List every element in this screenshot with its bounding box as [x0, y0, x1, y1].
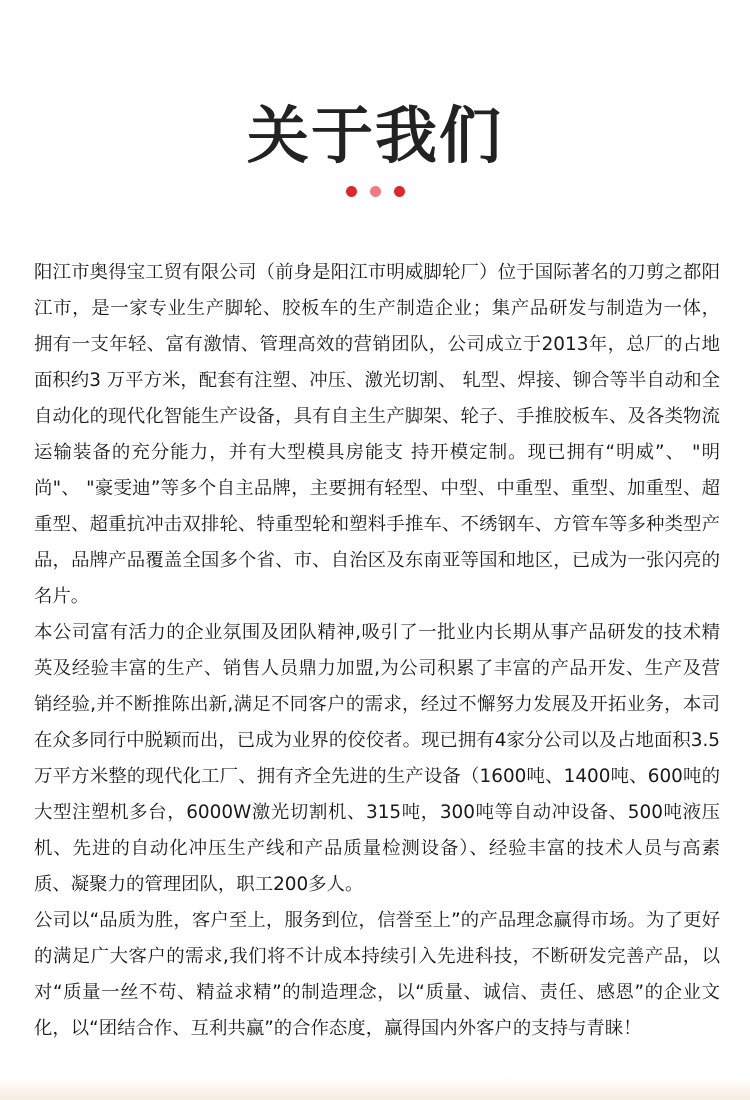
paragraph-philosophy: 公司以“品质为胜，客户至上，服务到位，信誉至上”的产品理念赢得市场。为了更好的满足广大客户的需求,我们将不计成本持续引入先进科技，不断研发完善产品，以对“质量一丝不苟、精益求精”的制造理念，以“质量、诚信、责任、感恩”的企业文化，以“团结合作、互利共赢”的合作态度，赢得国内外客户的支持与青睐！ — [34, 910, 720, 1039]
paragraph-company-intro: 阳江市奥得宝工贸有限公司（前身是阳江市明威脚轮厂）位于国际著名的刀剪之都阳江市，是一家专业生产脚轮、胶板车的生产制造企业；集产品研发与制造为一体， 拥有一支年轻、富有激情、管理高效的营销团队，公司成立于2013年，总厂的占地面积约3 万平方米，配套有注塑、冲压、激光切割、 轧型、焊接、铆合等半自动和全自动化的现代化智能生产设备，具有自主生产脚架、轮子、手推胶板车、及各类物流运输装备的充分能力，并有大型模具房能支 持开模定制。现已拥有“明威”、 "明尚"、 "豪雯迪”等多个自主品牌，主要拥有轻型、中型、中重型、重型、加重型、超重型、超重抗冲击双排轮、特重型轮和塑料手推车、不绣钢车、方管车等多种类型产品，品牌产品覆盖全国多个省、市、自治区及东南亚等国和地区，已成为一张闪亮的名片。 — [34, 262, 720, 607]
paragraph-team-and-facilities: 本公司富有活力的企业氛围及团队精神,吸引了一批业内长期从事产品研发的技术精英及经验丰富的生产、销售人员鼎力加盟,为公司积累了丰富的产品开发、生产及营销经验,并不断推陈出新,满足不同客户的需求，经过不懈努力发展及开拓业务，本司在众多同行中脱颖而出，已成为业界的佼佼者。现已拥有4家分公司以及占地面积3.5万平方米整的现代化工厂、拥有齐全先进的生产设备（1600吨、1400吨、600吨的大型注塑机多台，6000W激光切割机、315吨，300吨等自动冲设备、500吨液压机、先进的自动化冲压生产线和产品质量检测设备）、经验丰富的技术人员与高素质、凝聚力的管理团队，职工200多人。 — [34, 622, 720, 895]
about-content — [34, 255, 720, 1047]
bottom-decorative-strip — [0, 1078, 750, 1100]
page-title: 关于我们 — [246, 98, 503, 172]
dot-icon — [370, 186, 381, 197]
dot-icon — [394, 186, 405, 197]
decorative-dots — [0, 186, 750, 200]
dot-icon — [346, 186, 357, 197]
